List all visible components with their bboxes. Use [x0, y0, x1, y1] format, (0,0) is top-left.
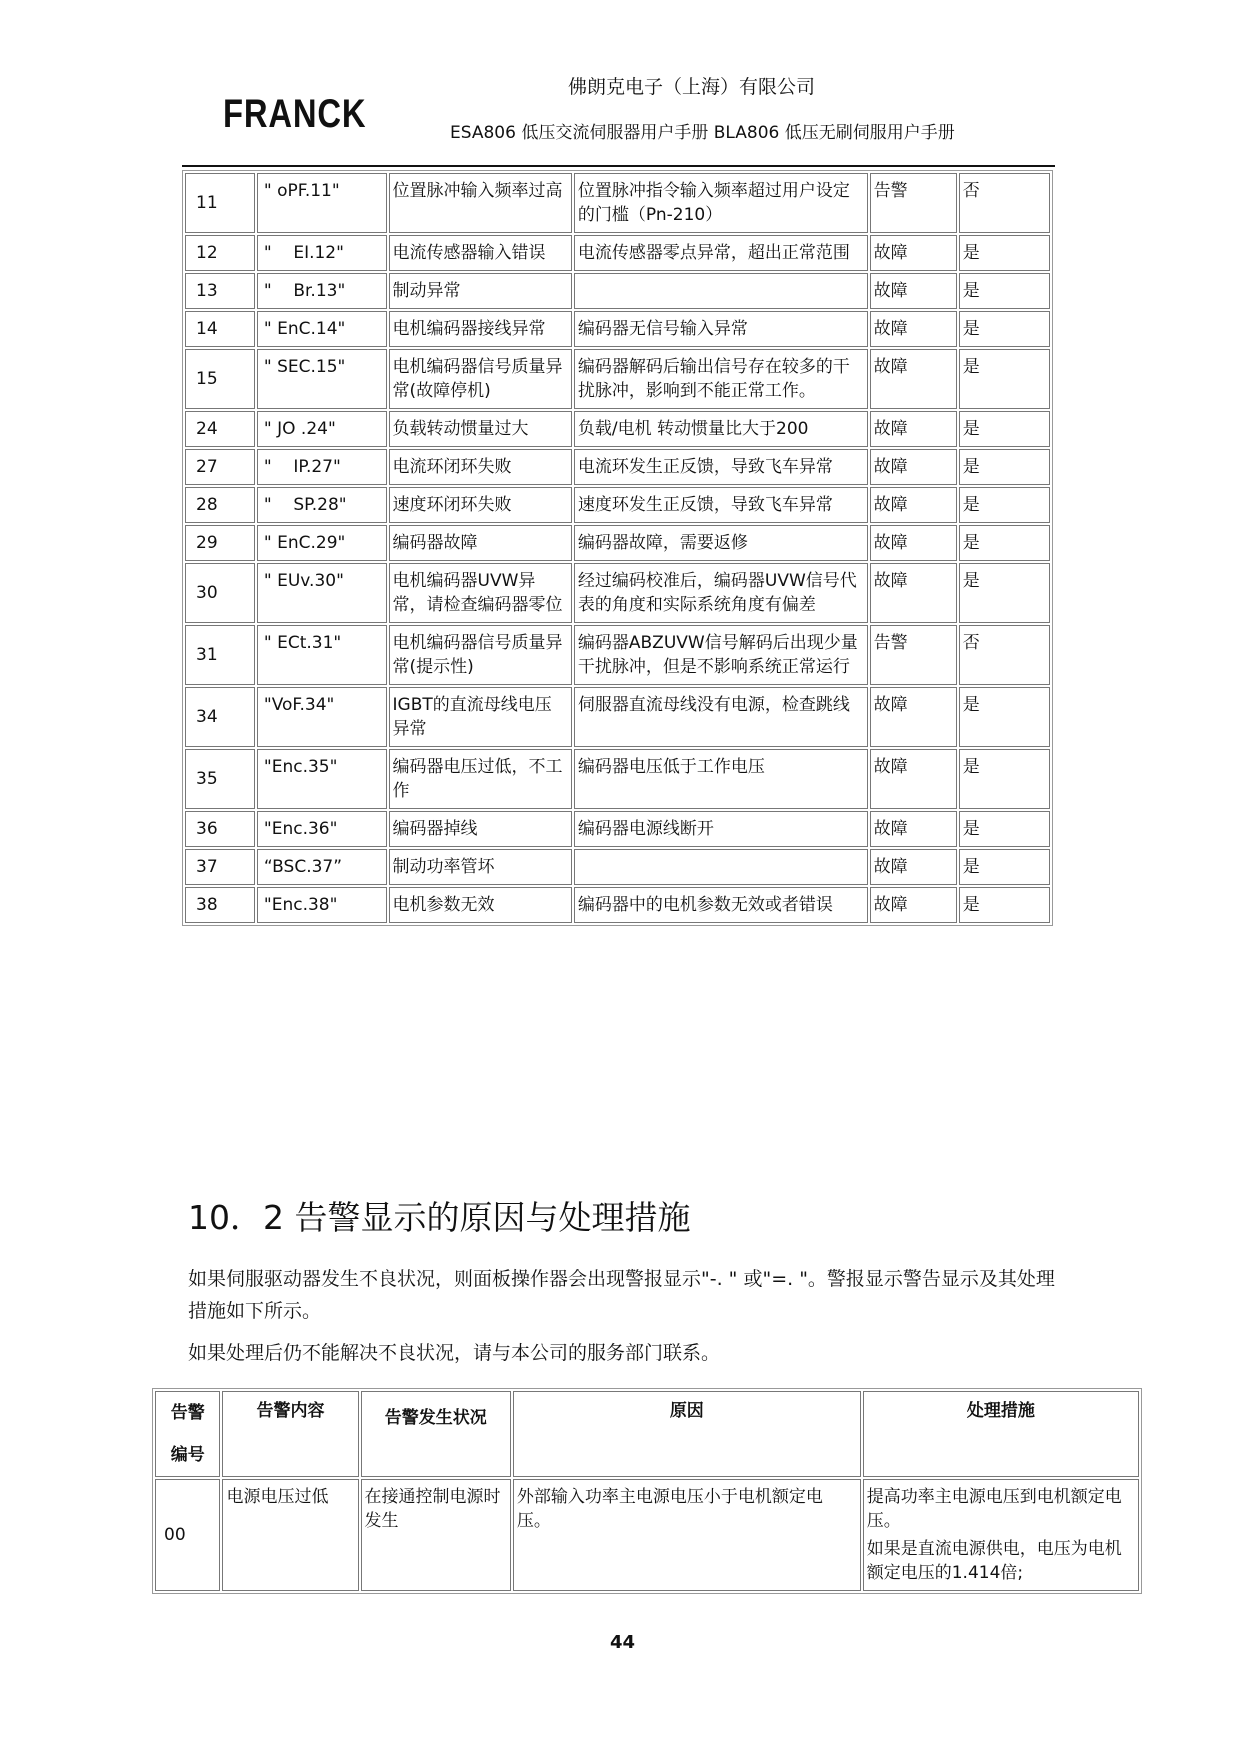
error-cause: 编码器中的电机参数无效或者错误 — [574, 887, 868, 923]
table-row — [185, 273, 1050, 309]
error-type: 告警 — [870, 625, 957, 685]
error-cause — [574, 273, 868, 309]
table-row — [185, 749, 1050, 809]
error-code: " SEC.15" — [257, 349, 387, 409]
alarm-action-line2: 如果是直流电源供电，电压为电机额定电压的1.414倍; — [866, 1539, 1122, 1583]
header-alarm-content: 告警内容 — [222, 1391, 358, 1477]
error-code: "Enc.35" — [257, 749, 387, 809]
alarm-action — [863, 1479, 1139, 1591]
error-code: “BSC.37” — [257, 849, 387, 885]
error-no: 30 — [185, 563, 255, 623]
error-code: "Enc.36" — [257, 811, 387, 847]
error-name: 电机编码器信号质量异常(故障停机) — [389, 349, 572, 409]
error-no: 14 — [185, 311, 255, 347]
error-type: 故障 — [870, 749, 957, 809]
error-name: 电流传感器输入错误 — [389, 235, 572, 271]
error-name: IGBT的直流母线电压异常 — [389, 687, 572, 747]
error-type: 故障 — [870, 563, 957, 623]
error-no: 38 — [185, 887, 255, 923]
section-title: 10．2 告警显示的原因与处理措施 — [188, 1198, 691, 1237]
error-reset: 否 — [959, 625, 1050, 685]
error-type: 故障 — [870, 687, 957, 747]
table-row — [185, 173, 1050, 233]
error-name: 制动异常 — [389, 273, 572, 309]
error-name: 电机编码器接线异常 — [389, 311, 572, 347]
error-reset: 是 — [959, 525, 1050, 561]
error-code: " IP.27" — [257, 449, 387, 485]
error-code: " SP.28" — [257, 487, 387, 523]
error-reset: 是 — [959, 273, 1050, 309]
header-action: 处理措施 — [863, 1391, 1139, 1477]
error-cause: 位置脉冲指令输入频率超过用户设定的门槛（Pn-210） — [574, 173, 868, 233]
alarm-table — [152, 1388, 1142, 1594]
error-type: 告警 — [870, 173, 957, 233]
header-alarm-condition: 告警发生状况 — [361, 1391, 511, 1477]
header-alarm-no-line1: 告警 — [170, 1403, 205, 1423]
error-cause — [574, 849, 868, 885]
error-cause: 编码器电压低于工作电压 — [574, 749, 868, 809]
error-no: 34 — [185, 687, 255, 747]
error-name: 制动功率管坏 — [389, 849, 572, 885]
error-reset: 是 — [959, 311, 1050, 347]
error-code: " oPF.11" — [257, 173, 387, 233]
error-type: 故障 — [870, 411, 957, 447]
error-no: 12 — [185, 235, 255, 271]
error-name: 位置脉冲输入频率过高 — [389, 173, 572, 233]
error-cause: 负载/电机 转动惯量比大于200 — [574, 411, 868, 447]
error-reset: 是 — [959, 849, 1050, 885]
error-reset: 是 — [959, 487, 1050, 523]
alarm-row — [155, 1479, 1139, 1591]
table-row — [185, 311, 1050, 347]
alarm-action-line1: 提高功率主电源电压到电机额定电压。 — [866, 1487, 1122, 1531]
error-reset: 是 — [959, 411, 1050, 447]
error-type: 故障 — [870, 349, 957, 409]
table-row — [185, 811, 1050, 847]
error-no: 37 — [185, 849, 255, 885]
error-cause: 编码器ABZUVW信号解码后出现少量干扰脉冲，但是不影响系统正常运行 — [574, 625, 868, 685]
error-type: 故障 — [870, 235, 957, 271]
error-type: 故障 — [870, 525, 957, 561]
header-alarm-no — [155, 1391, 220, 1477]
header-reason: 原因 — [513, 1391, 861, 1477]
error-cause: 经过编码校准后，编码器UVW信号代表的角度和实际系统角度有偏差 — [574, 563, 868, 623]
error-cause: 电流环发生正反馈，导致飞车异常 — [574, 449, 868, 485]
alarm-no: 00 — [155, 1479, 220, 1591]
error-reset: 是 — [959, 749, 1050, 809]
error-reset: 是 — [959, 887, 1050, 923]
table-row — [185, 411, 1050, 447]
error-code: "VoF.34" — [257, 687, 387, 747]
error-code: " EI.12" — [257, 235, 387, 271]
error-name: 负载转动惯量过大 — [389, 411, 572, 447]
error-cause: 编码器无信号输入异常 — [574, 311, 868, 347]
error-name: 速度环闭环失败 — [389, 487, 572, 523]
error-reset: 是 — [959, 235, 1050, 271]
table-row — [185, 625, 1050, 685]
table-row — [185, 563, 1050, 623]
table-row — [185, 687, 1050, 747]
error-code: "Enc.38" — [257, 887, 387, 923]
error-type: 故障 — [870, 887, 957, 923]
alarm-condition: 在接通控制电源时发生 — [361, 1479, 511, 1591]
alarm-reason: 外部输入功率主电源电压小于电机额定电压。 — [513, 1479, 861, 1591]
table-row — [185, 849, 1050, 885]
error-name: 编码器故障 — [389, 525, 572, 561]
table-row — [185, 525, 1050, 561]
error-no: 31 — [185, 625, 255, 685]
error-cause: 电流传感器零点异常，超出正常范围 — [574, 235, 868, 271]
error-cause: 伺服器直流母线没有电源，检查跳线 — [574, 687, 868, 747]
error-type: 故障 — [870, 849, 957, 885]
error-cause: 编码器故障，需要返修 — [574, 525, 868, 561]
page-number: 44 — [610, 1632, 636, 1653]
alarm-content: 电源电压过低 — [222, 1479, 358, 1591]
error-cause: 速度环发生正反馈，导致飞车异常 — [574, 487, 868, 523]
table-row — [185, 887, 1050, 923]
error-code: " Br.13" — [257, 273, 387, 309]
error-reset: 是 — [959, 811, 1050, 847]
table-row — [185, 349, 1050, 409]
error-name: 电流环闭环失败 — [389, 449, 572, 485]
error-name: 电机参数无效 — [389, 887, 572, 923]
error-no: 13 — [185, 273, 255, 309]
error-reset: 是 — [959, 449, 1050, 485]
error-reset: 是 — [959, 563, 1050, 623]
error-no: 29 — [185, 525, 255, 561]
error-no: 27 — [185, 449, 255, 485]
manual-title: ESA806 低压交流伺服器用户手册 BLA806 低压无刷伺服用户手册 — [450, 123, 955, 143]
error-name: 电机编码器信号质量异常(提示性) — [389, 625, 572, 685]
table-row — [185, 449, 1050, 485]
company-name: 佛朗克电子（上海）有限公司 — [568, 76, 816, 98]
table-row — [185, 235, 1050, 271]
error-code: " EnC.14" — [257, 311, 387, 347]
header-divider — [182, 165, 1055, 167]
error-code: " EnC.29" — [257, 525, 387, 561]
error-type: 故障 — [870, 811, 957, 847]
error-no: 35 — [185, 749, 255, 809]
error-cause: 编码器解码后输出信号存在较多的干扰脉冲，影响到不能正常工作。 — [574, 349, 868, 409]
error-code: " ECt.31" — [257, 625, 387, 685]
error-type: 故障 — [870, 311, 957, 347]
error-cause: 编码器电源线断开 — [574, 811, 868, 847]
error-code: " JO .24" — [257, 411, 387, 447]
intro-paragraph: 如果伺服驱动器发生不良状况，则面板操作器会出现警报显示"-. " 或"=. "。警报显示警告显示及其处理措施如下所示。 — [188, 1268, 1055, 1322]
error-name: 电机编码器UVW异常，请检查编码器零位 — [389, 563, 572, 623]
error-name: 编码器掉线 — [389, 811, 572, 847]
error-no: 36 — [185, 811, 255, 847]
alarm-table-header — [155, 1391, 1139, 1477]
error-no: 24 — [185, 411, 255, 447]
error-code-table — [182, 170, 1053, 926]
error-type: 故障 — [870, 449, 957, 485]
error-name: 编码器电压过低，不工作 — [389, 749, 572, 809]
header-alarm-no-line2: 编号 — [170, 1445, 205, 1465]
error-reset: 是 — [959, 349, 1050, 409]
franck-logo: FRANCK — [223, 92, 367, 136]
contact-paragraph: 如果处理后仍不能解决不良状况，请与本公司的服务部门联系。 — [188, 1342, 721, 1364]
error-type: 故障 — [870, 273, 957, 309]
error-no: 15 — [185, 349, 255, 409]
error-type: 故障 — [870, 487, 957, 523]
error-no: 28 — [185, 487, 255, 523]
error-no: 11 — [185, 173, 255, 233]
error-reset: 是 — [959, 687, 1050, 747]
table-row — [185, 487, 1050, 523]
error-code: " EUv.30" — [257, 563, 387, 623]
error-reset: 否 — [959, 173, 1050, 233]
